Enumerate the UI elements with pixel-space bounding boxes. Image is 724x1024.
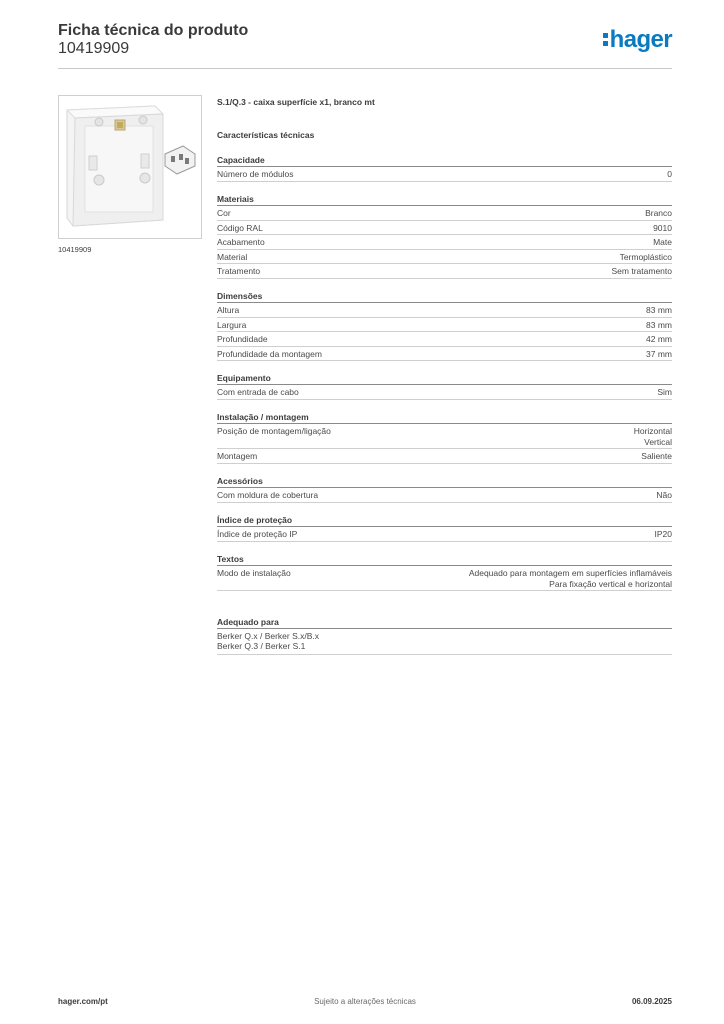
spec-row [217, 385, 672, 400]
spec-label: Cor [217, 208, 231, 218]
spec-row [217, 449, 672, 464]
spec-value [653, 223, 672, 234]
spec-value-line: Sim [657, 387, 672, 397]
spec-value-line: 83 mm [646, 305, 672, 315]
surface-box-illustration [59, 96, 201, 238]
spec-row [217, 566, 672, 591]
page-header [58, 20, 672, 70]
spec-value-line: IP20 [654, 529, 672, 539]
spec-value [646, 305, 672, 316]
spec-value [646, 334, 672, 345]
product-image [58, 95, 202, 239]
logo-colon-icon [602, 31, 609, 47]
spec-label: Com entrada de cabo [217, 387, 299, 397]
spec-row [217, 488, 672, 503]
spec-value-line: Termoplástico [619, 251, 672, 262]
spec-value [667, 169, 672, 180]
spec-value-line: Branco [645, 208, 672, 218]
spec-row [217, 264, 672, 279]
spec-row [217, 303, 672, 318]
section-title: Acessórios [217, 475, 672, 488]
product-name: S.1/Q.3 - caixa superfície x1, branco mt [217, 97, 375, 107]
suitable-for-title: Adequado para [217, 616, 672, 629]
suitable-for-item: Berker Q.x / Berker S.x/B.x [217, 631, 320, 641]
spec-label: Profundidade [217, 334, 268, 344]
spec-label: Profundidade da montagem [217, 348, 322, 359]
spec-value-line: 9010 [653, 222, 672, 233]
spec-value [469, 568, 672, 589]
spec-label: Código RAL [217, 222, 263, 233]
product-number: 10419909 [58, 40, 130, 57]
spec-label: Posição de montagem/ligação [217, 426, 331, 436]
spec-value-line: 83 mm [646, 319, 672, 330]
spec-label: Material [217, 251, 248, 262]
spec-value [620, 252, 672, 263]
spec-value-line: Horizontal [633, 426, 672, 436]
spec-section [217, 193, 672, 279]
spec-row [217, 221, 672, 236]
spec-value [645, 208, 672, 219]
spec-row [217, 235, 672, 250]
section-title: Materiais [217, 193, 672, 206]
suitable-for-section [217, 616, 672, 655]
suitable-for-list [217, 629, 672, 655]
spec-row [217, 318, 672, 333]
spec-section [217, 290, 672, 361]
spec-row [217, 527, 672, 542]
spec-row [217, 206, 672, 221]
document-title: Ficha técnica do produto [58, 22, 249, 39]
spec-value-line: Saliente [641, 451, 672, 461]
spec-section [217, 372, 672, 400]
spec-label: Índice de proteção IP [217, 529, 298, 539]
spec-value-line: 37 mm [646, 348, 672, 359]
spec-label: Com moldura de cobertura [217, 490, 319, 500]
section-title: Dimensões [217, 290, 672, 303]
spec-section [217, 475, 672, 503]
hager-logo[interactable] [602, 26, 672, 54]
spec-value [653, 237, 672, 248]
footer-website[interactable]: hager.com/pt [58, 997, 108, 1006]
section-title: Instalação / montagem [217, 411, 672, 424]
spec-value-line: Para fixação vertical e horizontal [549, 578, 672, 589]
spec-row [217, 347, 672, 362]
spec-section [217, 154, 672, 182]
spec-label: Número de módulos [217, 169, 294, 179]
spec-value-line: Não [656, 490, 672, 500]
spec-label: Largura [217, 319, 247, 330]
image-caption: 10419909 [58, 245, 92, 254]
spec-value [612, 266, 672, 277]
spec-value [641, 451, 672, 462]
spec-label: Altura [217, 305, 240, 315]
spec-row [217, 167, 672, 182]
spec-row [217, 332, 672, 347]
spec-value [655, 529, 673, 540]
spec-label: Tratamento [217, 266, 261, 276]
spec-section [217, 411, 672, 464]
spec-value [656, 490, 672, 501]
section-title: Textos [217, 553, 672, 566]
logo-text: hager [609, 26, 672, 53]
spec-value [657, 387, 672, 398]
spec-value-line: Adequado para montagem em superfícies inflamáveis [468, 568, 672, 578]
spec-value [646, 349, 672, 360]
spec-row [217, 250, 672, 265]
spec-label: Acabamento [217, 237, 265, 247]
spec-value [646, 320, 672, 331]
footer-notice: Sujeito a alterações técnicas [314, 997, 416, 1006]
spec-section [217, 514, 672, 542]
spec-value-line: 42 mm [646, 334, 672, 344]
spec-label: Montagem [217, 451, 258, 461]
spec-value-line: Mate [653, 237, 672, 247]
footer-date: 06.09.2025 [631, 997, 672, 1006]
section-title: Equipamento [217, 372, 672, 385]
spec-value-line: Sem tratamento [611, 266, 672, 276]
section-title: Índice de proteção [217, 514, 672, 527]
spec-value [634, 426, 672, 447]
spec-label: Modo de instalação [217, 568, 291, 578]
spec-row [217, 424, 672, 449]
suitable-for-item: Berker Q.3 / Berker S.1 [217, 641, 306, 651]
header-divider [58, 68, 672, 69]
section-title: Capacidade [217, 154, 672, 167]
technical-characteristics-heading: Características técnicas [217, 130, 315, 140]
spec-value-line: 0 [667, 169, 672, 179]
spec-value-line: Vertical [644, 436, 672, 447]
spec-section [217, 553, 672, 591]
